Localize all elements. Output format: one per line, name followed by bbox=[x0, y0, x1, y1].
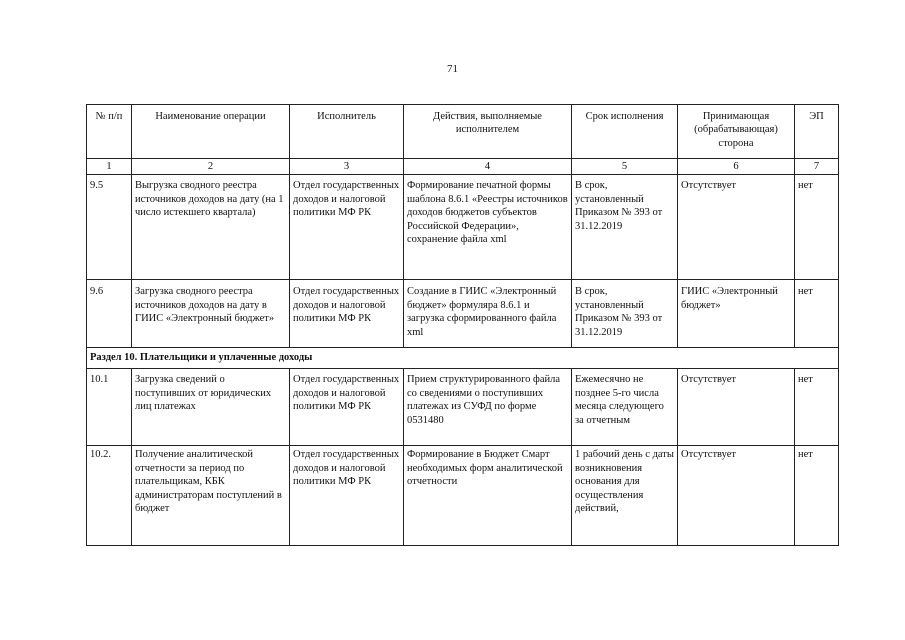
table-row bbox=[87, 280, 839, 348]
row-receiver: Отсутствует bbox=[678, 175, 795, 280]
page-number: 71 bbox=[447, 63, 458, 75]
row-actions: Прием структурированного файла со сведениями о поступивших платежах из СУФД по форме 0531480 bbox=[404, 369, 572, 446]
row-operation: Загрузка сведений о поступивших от юридических лиц платежах bbox=[132, 369, 290, 446]
table-row bbox=[87, 369, 839, 446]
row-receiver: ГИИС «Электронный бюджет» bbox=[678, 280, 795, 348]
header-receiver: Принимающая (обрабатывающая) сторона bbox=[678, 105, 795, 159]
header-deadline: Срок исполнения bbox=[572, 105, 678, 159]
row-actions: Формирование печатной формы шаблона 8.6.1 «Реестры источников доходов бюджетов субъектов Российской Федерации», сохранение файла xml bbox=[404, 175, 572, 280]
header-num: № п/п bbox=[87, 105, 132, 159]
header-actions: Действия, выполняемые исполнителем bbox=[404, 105, 572, 159]
row-actions: Формирование в Бюджет Смарт необходимых форм аналитической отчетности bbox=[404, 446, 572, 546]
table-row bbox=[87, 446, 839, 546]
row-executor: Отдел государственных доходов и налоговой политики МФ РК bbox=[290, 446, 404, 546]
row-deadline: В срок, установленный Приказом № 393 от 31.12.2019 bbox=[572, 175, 678, 280]
row-operation: Загрузка сводного реестра источников доходов на дату в ГИИС «Электронный бюджет» bbox=[132, 280, 290, 348]
column-number: 2 bbox=[132, 159, 290, 175]
row-num: 9.6 bbox=[87, 280, 132, 348]
row-executor: Отдел государственных доходов и налоговой политики МФ РК bbox=[290, 175, 404, 280]
operations-table bbox=[86, 104, 839, 546]
row-actions: Создание в ГИИС «Электронный бюджет» формуляра 8.6.1 и загрузка сформированного файла xml bbox=[404, 280, 572, 348]
section-title: Раздел 10. Плательщики и уплаченные доходы bbox=[87, 348, 839, 369]
row-ep: нет bbox=[795, 446, 839, 546]
row-ep: нет bbox=[795, 369, 839, 446]
row-deadline: Ежемесячно не позднее 5-го числа месяца следующего за отчетным bbox=[572, 369, 678, 446]
section-row bbox=[87, 348, 839, 369]
header-ep: ЭП bbox=[795, 105, 839, 159]
column-number: 3 bbox=[290, 159, 404, 175]
column-number: 1 bbox=[87, 159, 132, 175]
row-deadline: 1 рабочий день с даты возникновения основания для осуществления действий, bbox=[572, 446, 678, 546]
column-number: 6 bbox=[678, 159, 795, 175]
row-operation: Выгрузка сводного реестра источников доходов на дату (на 1 число истекшего квартала) bbox=[132, 175, 290, 280]
row-executor: Отдел государственных доходов и налоговой политики МФ РК bbox=[290, 280, 404, 348]
header-executor: Исполнитель bbox=[290, 105, 404, 159]
column-number-row bbox=[87, 159, 839, 175]
row-deadline: В срок, установленный Приказом № 393 от 31.12.2019 bbox=[572, 280, 678, 348]
table-row bbox=[87, 175, 839, 280]
column-number: 5 bbox=[572, 159, 678, 175]
header-operation: Наименование операции bbox=[132, 105, 290, 159]
row-num: 9.5 bbox=[87, 175, 132, 280]
row-operation: Получение аналитической отчетности за период по плательщикам, КБК администраторам поступлений в бюджет bbox=[132, 446, 290, 546]
row-ep: нет bbox=[795, 175, 839, 280]
row-num: 10.2. bbox=[87, 446, 132, 546]
column-number: 7 bbox=[795, 159, 839, 175]
row-ep: нет bbox=[795, 280, 839, 348]
column-number: 4 bbox=[404, 159, 572, 175]
row-receiver: Отсутствует bbox=[678, 369, 795, 446]
row-executor: Отдел государственных доходов и налоговой политики МФ РК bbox=[290, 369, 404, 446]
row-num: 10.1 bbox=[87, 369, 132, 446]
header-row bbox=[87, 105, 839, 159]
row-receiver: Отсутствует bbox=[678, 446, 795, 546]
